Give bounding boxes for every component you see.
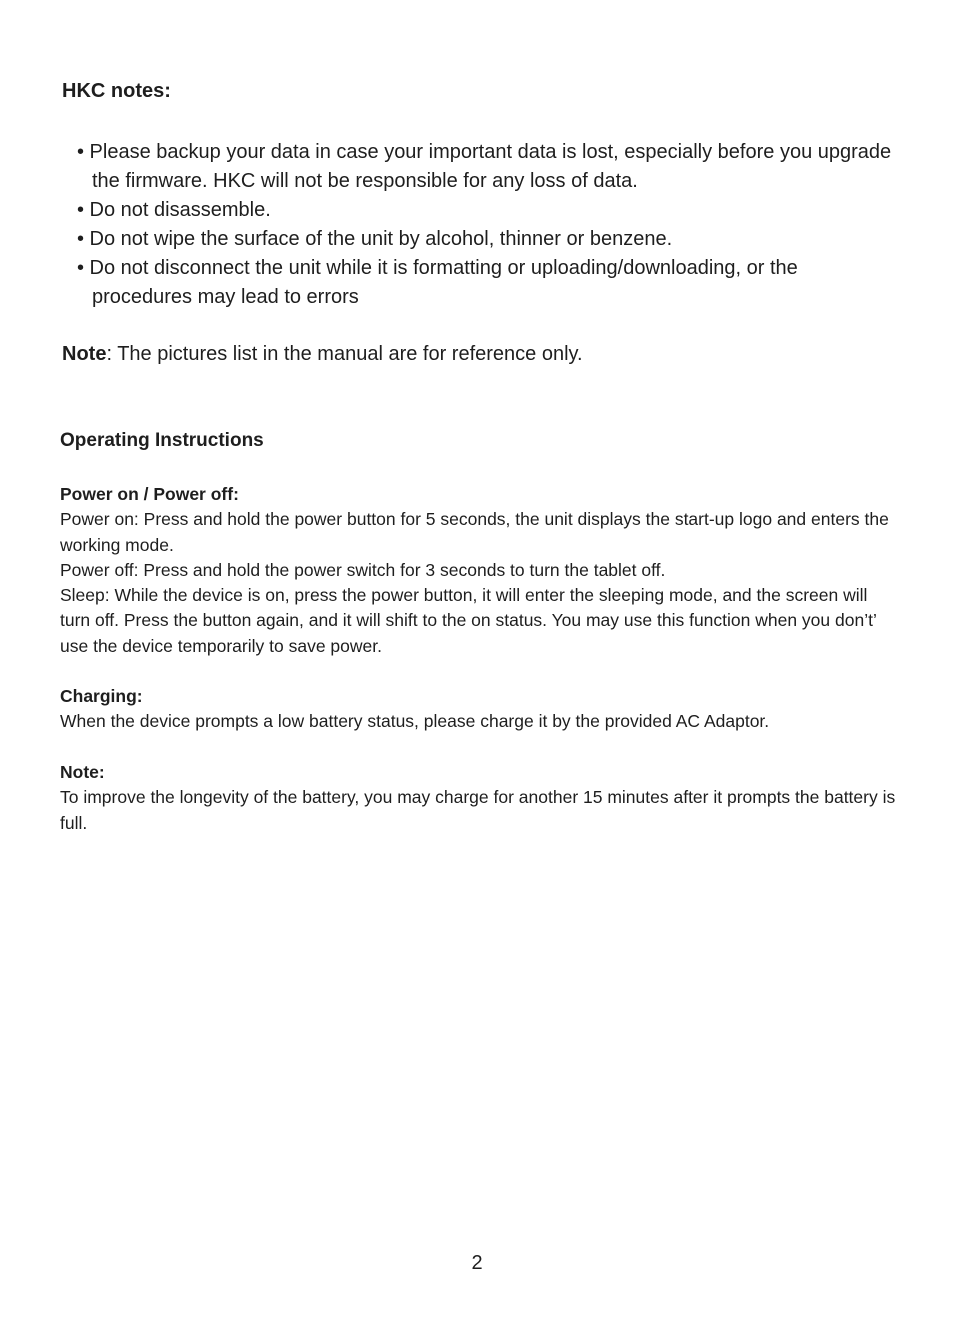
page-number: 2 xyxy=(471,1252,483,1274)
reference-note xyxy=(62,340,583,369)
sleep-text: Sleep: While the device is on, press the power button, it will enter the sleeping mode, and the screen will turn off. Press the button again, and it will shift to the on status. You may use this function when you don’t’ use the device temporarily to save power. xyxy=(60,585,877,656)
operating-instructions-heading: Operating Instructions xyxy=(60,430,264,451)
power-on-text: Power on: Press and hold the power button for 5 seconds, the unit displays the start-up logo and enters the working mode. xyxy=(60,509,889,555)
battery-note-section xyxy=(60,760,900,836)
battery-note-heading: Note: xyxy=(60,762,105,782)
battery-note-text: To improve the longevity of the battery, you may charge for another 15 minutes after it prompts the battery is full. xyxy=(60,787,896,833)
note-item-disassemble: • Do not disassemble. xyxy=(77,199,271,221)
hkc-notes-heading: HKC notes: xyxy=(62,80,171,102)
reference-note-text: : The pictures list in the manual are for reference only. xyxy=(106,343,583,365)
note-item-disconnect: • Do not disconnect the unit while it is formatting or uploading/downloading, or the procedures may lead to errors xyxy=(77,257,798,308)
reference-note-label: Note xyxy=(62,343,107,365)
power-section xyxy=(60,482,900,659)
charging-text: When the device prompts a low battery status, please charge it by the provided AC Adaptor. xyxy=(60,711,770,732)
power-off-text: Power off: Press and hold the power switch for 3 seconds to turn the tablet off. xyxy=(60,559,666,580)
charging-heading: Charging: xyxy=(60,686,143,706)
note-item-backup: • Please backup your data in case your important data is lost, especially before you upgrade the firmware. HKC will not be responsible for any loss of data. xyxy=(77,141,892,192)
hkc-notes-list xyxy=(77,138,897,312)
charging-section xyxy=(60,684,900,735)
note-item-wipe: • Do not wipe the surface of the unit by alcohol, thinner or benzene. xyxy=(77,228,673,250)
power-heading: Power on / Power off: xyxy=(60,484,239,504)
